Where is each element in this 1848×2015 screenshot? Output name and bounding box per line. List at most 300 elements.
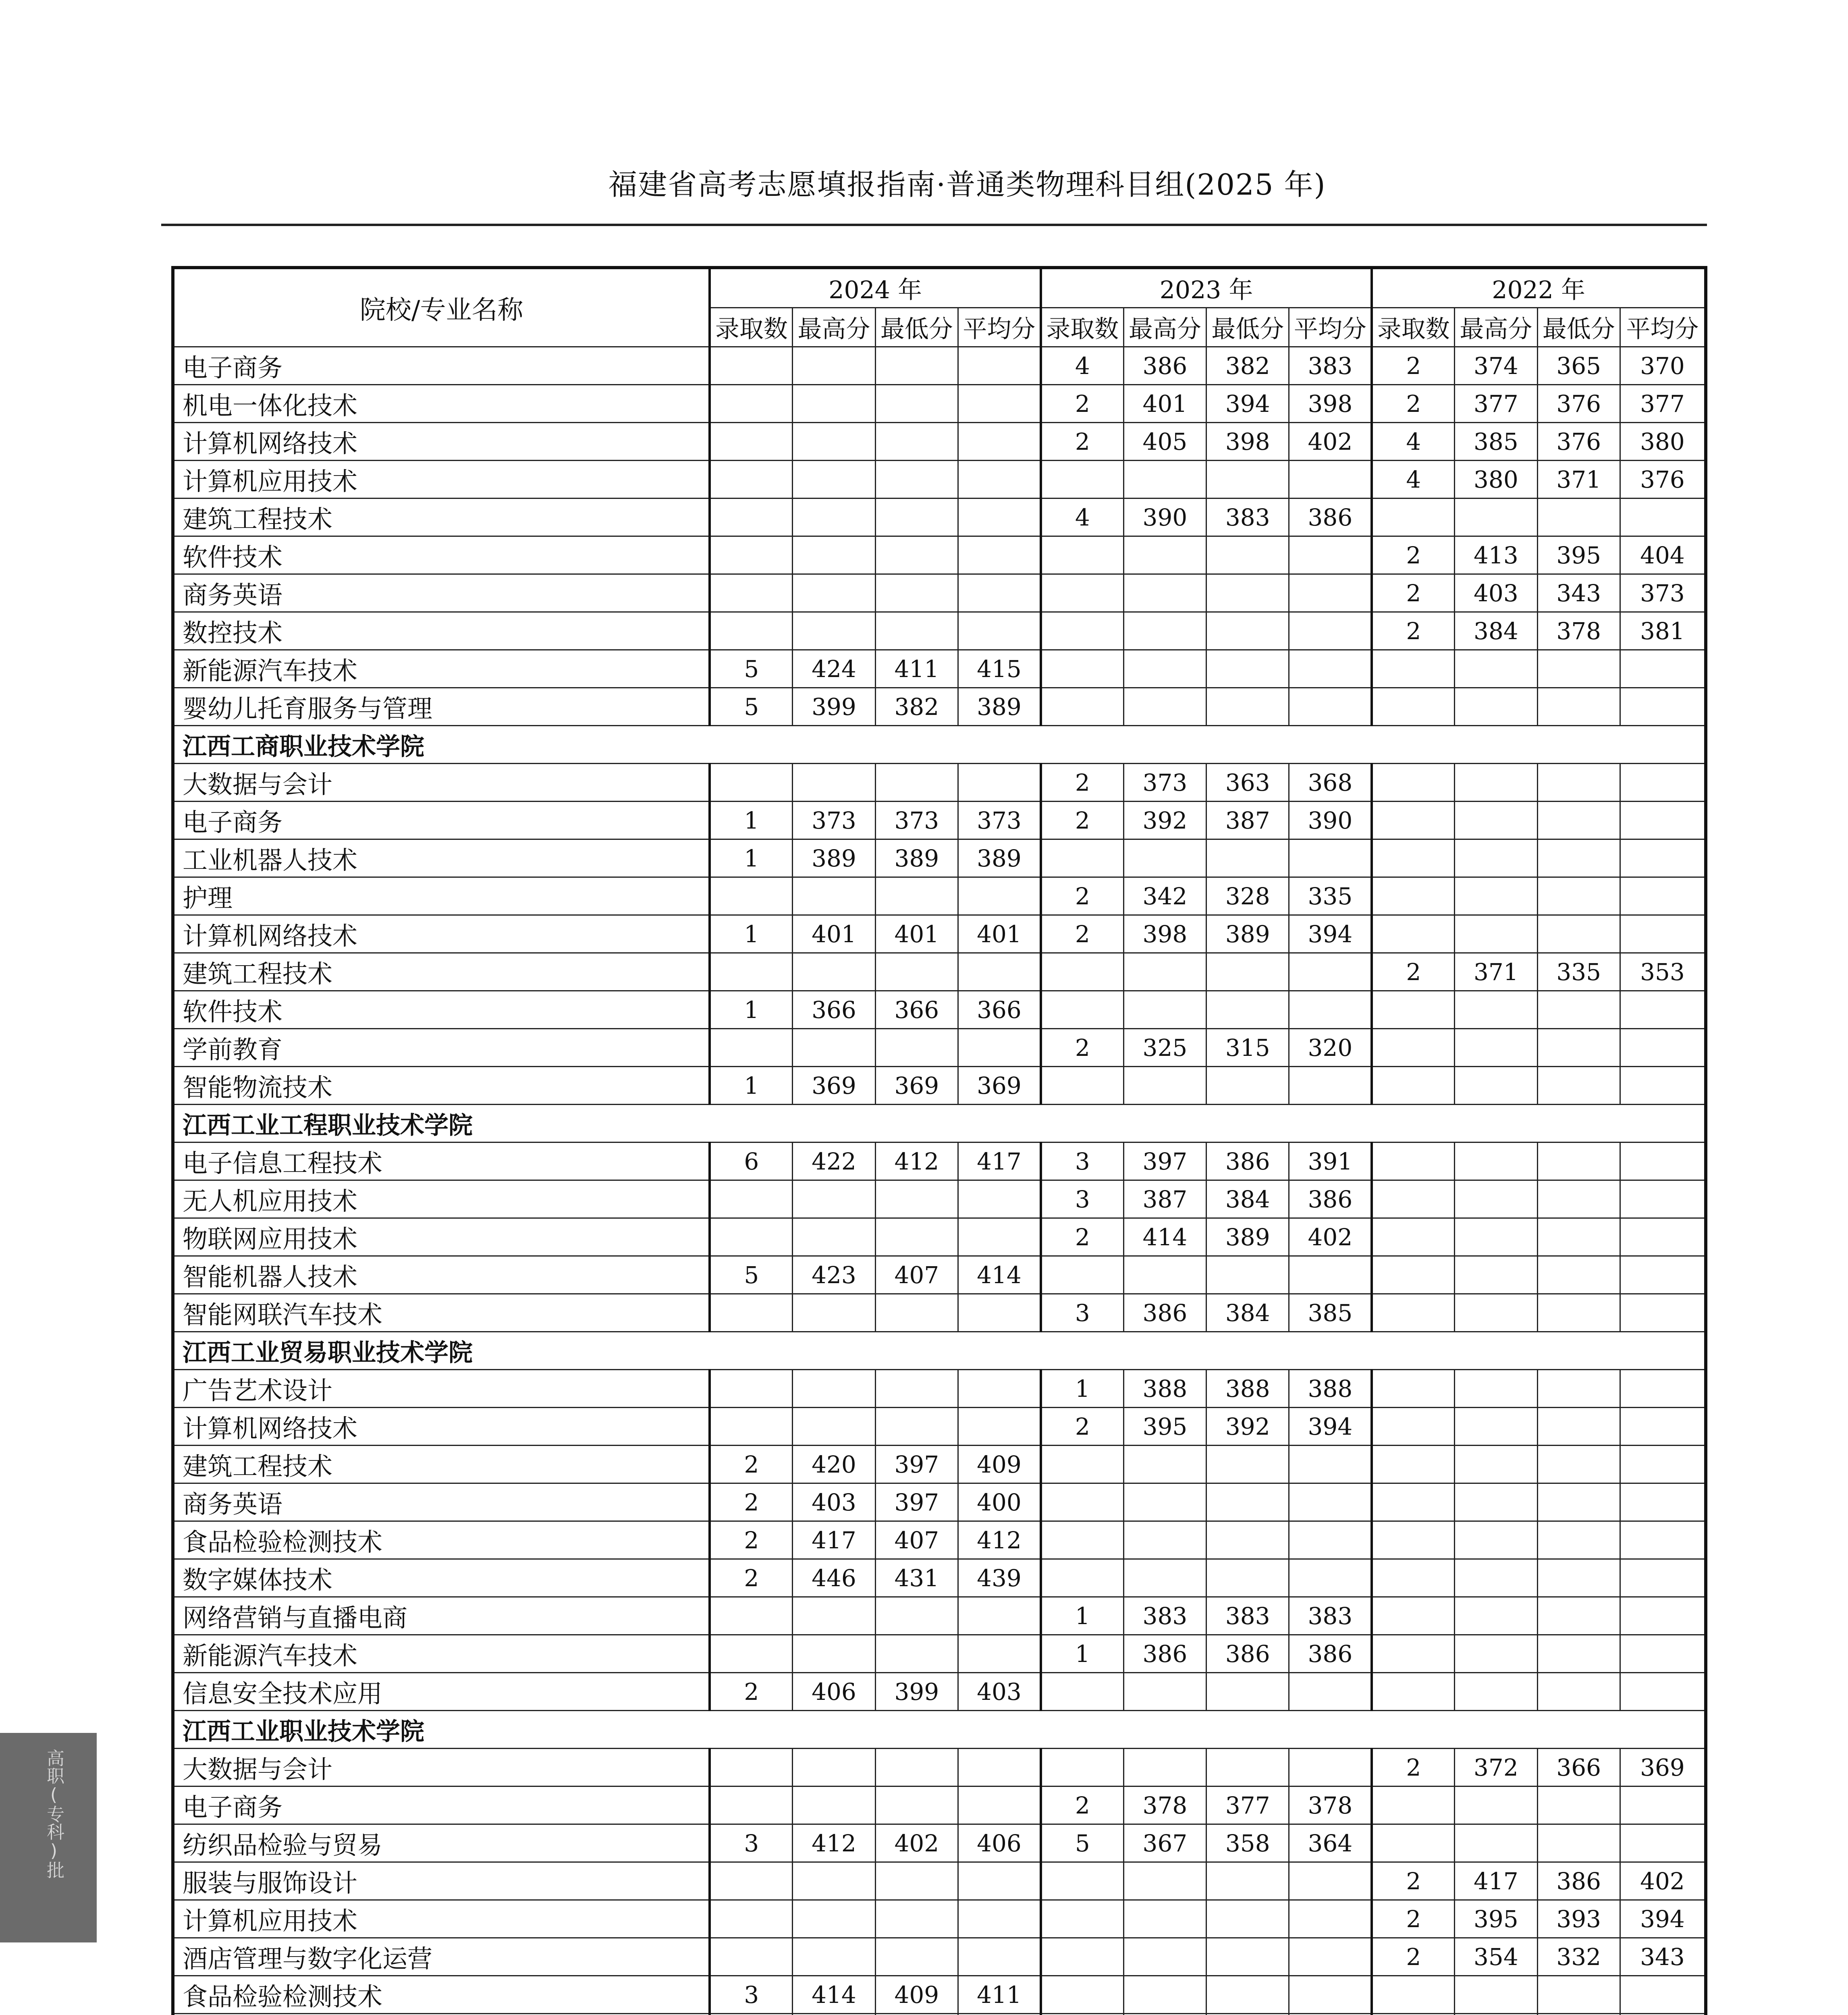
- table-row: [173, 574, 1706, 612]
- score-cell: 6: [710, 1143, 792, 1180]
- score-cell: [1206, 953, 1289, 991]
- table-row: [173, 1749, 1706, 1786]
- score-cell: [1206, 1446, 1289, 1483]
- score-cell: [793, 423, 875, 461]
- score-cell: [1455, 1521, 1537, 1559]
- score-cell: [1206, 1559, 1289, 1597]
- score-cell: [1289, 1446, 1372, 1483]
- major-name: 智能机器人技术: [173, 1256, 710, 1294]
- score-cell: [1455, 1408, 1537, 1446]
- table-row: [173, 650, 1706, 688]
- score-cell: 383: [1206, 1597, 1289, 1635]
- score-cell: [1455, 915, 1537, 953]
- score-cell: [1372, 1029, 1454, 1067]
- score-cell: [793, 1029, 875, 1067]
- score-cell: [710, 1180, 792, 1218]
- score-cell: [1620, 1597, 1706, 1635]
- table-row: [173, 1521, 1706, 1559]
- score-cell: 373: [1123, 764, 1206, 802]
- score-cell: [1455, 1218, 1537, 1256]
- score-cell: [1372, 499, 1454, 536]
- score-cell: 2: [1372, 953, 1454, 991]
- score-cell: 414: [793, 1976, 875, 2014]
- score-cell: 2: [1041, 1408, 1123, 1446]
- score-cell: [1123, 536, 1206, 574]
- score-cell: [875, 1180, 958, 1218]
- score-cell: [793, 1862, 875, 1900]
- score-cell: [1372, 1559, 1454, 1597]
- score-cell: [1372, 1521, 1454, 1559]
- score-cell: 386: [1289, 1635, 1372, 1673]
- score-cell: [875, 1635, 958, 1673]
- table-row: [173, 1294, 1706, 1332]
- score-cell: [793, 1294, 875, 1332]
- score-cell: [875, 1370, 958, 1408]
- score-cell: [1206, 650, 1289, 688]
- score-cell: 2: [1041, 385, 1123, 423]
- score-cell: [1123, 1673, 1206, 1711]
- score-cell: [1537, 1824, 1620, 1862]
- score-cell: 1: [710, 802, 792, 839]
- score-cell: 386: [1206, 1143, 1289, 1180]
- score-cell: [1041, 991, 1123, 1029]
- score-cell: [1206, 461, 1289, 499]
- side-section-tab: [0, 1733, 97, 1942]
- score-cell: 3: [1041, 1143, 1123, 1180]
- score-cell: 377: [1455, 385, 1537, 423]
- score-cell: [875, 1900, 958, 1938]
- major-name: 计算机应用技术: [173, 461, 710, 499]
- score-cell: 395: [1537, 536, 1620, 574]
- score-cell: 392: [1123, 802, 1206, 839]
- score-cell: [1372, 1483, 1454, 1521]
- score-cell: 3: [710, 1824, 792, 1862]
- score-cell: [1372, 839, 1454, 877]
- score-cell: [958, 423, 1040, 461]
- table-row: [173, 1408, 1706, 1446]
- score-cell: [1123, 1067, 1206, 1105]
- score-cell: [710, 1938, 792, 1976]
- score-cell: 402: [1620, 1862, 1706, 1900]
- score-cell: [710, 877, 792, 915]
- score-cell: [958, 499, 1040, 536]
- major-name: 网络营销与直播电商: [173, 1597, 710, 1635]
- score-cell: [1289, 1749, 1372, 1786]
- score-cell: [1372, 1218, 1454, 1256]
- score-cell: [1537, 839, 1620, 877]
- score-cell: [1041, 1446, 1123, 1483]
- score-cell: 424: [793, 650, 875, 688]
- score-cell: [1455, 1256, 1537, 1294]
- score-cell: [958, 764, 1040, 802]
- score-cell: [1455, 1446, 1537, 1483]
- table-row: [173, 1180, 1706, 1218]
- major-name: 计算机网络技术: [173, 915, 710, 953]
- score-cell: 390: [1289, 802, 1372, 839]
- score-cell: 3: [1041, 1294, 1123, 1332]
- score-cell: 376: [1537, 423, 1620, 461]
- score-cell: [710, 499, 792, 536]
- score-cell: [1620, 1446, 1706, 1483]
- score-cell: 389: [1206, 1218, 1289, 1256]
- score-cell: 389: [958, 688, 1040, 726]
- score-cell: 2: [1372, 1749, 1454, 1786]
- score-cell: [1372, 650, 1454, 688]
- score-cell: [1041, 1256, 1123, 1294]
- score-cell: [875, 612, 958, 650]
- score-cell: 2: [1372, 1938, 1454, 1976]
- score-cell: [1537, 1635, 1620, 1673]
- score-cell: [875, 953, 958, 991]
- score-cell: [1537, 764, 1620, 802]
- score-cell: [875, 423, 958, 461]
- score-cell: 2: [1372, 1900, 1454, 1938]
- score-cell: [875, 347, 958, 385]
- score-cell: [1206, 574, 1289, 612]
- score-cell: [1620, 1976, 1706, 2014]
- score-cell: 395: [1123, 1408, 1206, 1446]
- score-cell: [1123, 461, 1206, 499]
- major-name: 婴幼儿托育服务与管理: [173, 688, 710, 726]
- score-cell: [710, 1218, 792, 1256]
- name-column-header: 院校/专业名称: [173, 268, 710, 347]
- score-cell: [1123, 1483, 1206, 1521]
- score-cell: [1455, 1294, 1537, 1332]
- score-cell: [1289, 688, 1372, 726]
- school-name: 江西工业职业技术学院: [173, 1711, 1706, 1749]
- score-cell: [1123, 1976, 1206, 2014]
- score-cell: [1455, 1976, 1537, 2014]
- major-name: 智能网联汽车技术: [173, 1294, 710, 1332]
- score-cell: 368: [1289, 764, 1372, 802]
- score-cell: [875, 499, 958, 536]
- score-cell: 397: [1123, 1143, 1206, 1180]
- score-cell: 3: [1041, 1180, 1123, 1218]
- score-cell: 371: [1455, 953, 1537, 991]
- score-cell: 366: [958, 991, 1040, 1029]
- score-cell: [1455, 1180, 1537, 1218]
- table-row: [173, 385, 1706, 423]
- score-cell: [875, 1408, 958, 1446]
- score-cell: [1620, 1559, 1706, 1597]
- score-cell: [1041, 2014, 1123, 2015]
- score-cell: [793, 1370, 875, 1408]
- score-cell: 384: [1206, 1294, 1289, 1332]
- score-cell: [793, 612, 875, 650]
- side-section-tab-label: 高职(专科)批: [44, 1749, 64, 1879]
- major-name: 计算机应用技术: [173, 1900, 710, 1938]
- table-row: [173, 612, 1706, 650]
- score-cell: [875, 1218, 958, 1256]
- score-cell: [1041, 1976, 1123, 2014]
- score-cell: 405: [1123, 423, 1206, 461]
- score-cell: 315: [1206, 1029, 1289, 1067]
- score-cell: 1: [710, 991, 792, 1029]
- score-cell: [710, 1862, 792, 1900]
- score-cell: [1206, 1067, 1289, 1105]
- score-cell: 400: [958, 1483, 1040, 1521]
- score-cell: 423: [793, 1256, 875, 1294]
- score-cell: 417: [1455, 1862, 1537, 1900]
- score-cell: 383: [1206, 499, 1289, 536]
- score-cell: 383: [1289, 1597, 1372, 1635]
- score-cell: 388: [1206, 1370, 1289, 1408]
- score-cell: [1041, 574, 1123, 612]
- score-cell: 389: [793, 839, 875, 877]
- score-cell: [1289, 1900, 1372, 1938]
- score-cell: [1041, 1067, 1123, 1105]
- score-cell: [1372, 1824, 1454, 1862]
- score-cell: [1455, 1824, 1537, 1862]
- score-cell: 417: [958, 1143, 1040, 1180]
- score-cell: 373: [875, 802, 958, 839]
- score-cell: [1206, 991, 1289, 1029]
- running-header-title: 福建省高考志愿填报指南·普通类物理科目组(2025 年): [608, 168, 1326, 202]
- subheader-cell: 最低分: [1206, 308, 1289, 347]
- score-cell: 415: [958, 650, 1040, 688]
- subheader-cell: 录取数: [1372, 308, 1454, 347]
- score-cell: 1: [1041, 1370, 1123, 1408]
- score-cell: 403: [958, 1673, 1040, 1711]
- score-cell: [710, 385, 792, 423]
- score-cell: [1372, 688, 1454, 726]
- score-cell: [1289, 991, 1372, 1029]
- major-name: 信息安全技术应用: [173, 1673, 710, 1711]
- score-cell: 5: [710, 688, 792, 726]
- score-cell: [958, 1029, 1040, 1067]
- score-cell: [1206, 1749, 1289, 1786]
- major-name: 电子商务: [173, 802, 710, 839]
- score-cell: 2: [1372, 347, 1454, 385]
- score-cell: [1123, 1256, 1206, 1294]
- score-cell: 2: [1041, 1786, 1123, 1824]
- major-name: 广告艺术设计: [173, 1370, 710, 1408]
- score-cell: [1123, 612, 1206, 650]
- score-cell: 5: [710, 1256, 792, 1294]
- score-cell: 2: [710, 1559, 792, 1597]
- score-cell: 1: [1041, 1635, 1123, 1673]
- score-cell: [1289, 2014, 1372, 2015]
- score-cell: [958, 385, 1040, 423]
- major-name: 无人机应用技术: [173, 1180, 710, 1218]
- score-cell: [793, 1635, 875, 1673]
- score-cell: [958, 2014, 1040, 2015]
- score-cell: [793, 1408, 875, 1446]
- score-cell: [1537, 650, 1620, 688]
- score-cell: [1289, 650, 1372, 688]
- major-name: 大数据与会计: [173, 1749, 710, 1786]
- score-cell: [1372, 1786, 1454, 1824]
- table-row: [173, 1862, 1706, 1900]
- score-cell: [1372, 1597, 1454, 1635]
- score-cell: [1289, 612, 1372, 650]
- score-cell: [1041, 1521, 1123, 1559]
- table-row: [173, 1143, 1706, 1180]
- score-cell: [1537, 915, 1620, 953]
- score-cell: 392: [1206, 1408, 1289, 1446]
- score-cell: [1455, 802, 1537, 839]
- score-cell: [710, 1749, 792, 1786]
- score-cell: [710, 1597, 792, 1635]
- score-cell: [958, 1938, 1040, 1976]
- table-row: [173, 991, 1706, 1029]
- score-cell: [958, 877, 1040, 915]
- score-cell: [793, 1597, 875, 1635]
- table-row: [173, 347, 1706, 385]
- score-cell: [793, 2014, 875, 2015]
- score-cell: [710, 574, 792, 612]
- score-cell: [1123, 650, 1206, 688]
- major-name: 食品检验检测技术: [173, 1976, 710, 2014]
- score-cell: [1455, 1143, 1537, 1180]
- score-cell: 439: [958, 1559, 1040, 1597]
- score-cell: [1620, 1786, 1706, 1824]
- admission-scores-table: [171, 266, 1707, 2015]
- score-cell: [793, 764, 875, 802]
- score-cell: [793, 877, 875, 915]
- score-cell: 367: [1123, 1824, 1206, 1862]
- score-cell: [1289, 1938, 1372, 1976]
- score-cell: [1620, 1067, 1706, 1105]
- score-cell: [1537, 1256, 1620, 1294]
- header-rule: [161, 224, 1707, 226]
- score-cell: [1537, 1143, 1620, 1180]
- major-name: 新能源汽车技术: [173, 650, 710, 688]
- score-cell: [1620, 764, 1706, 802]
- year-header-2022: 2022 年: [1372, 268, 1706, 308]
- score-cell: 2: [1041, 423, 1123, 461]
- score-cell: [1206, 839, 1289, 877]
- score-cell: [1041, 650, 1123, 688]
- score-cell: 383: [1123, 1597, 1206, 1635]
- score-cell: 384: [1206, 1180, 1289, 1218]
- table-row: [173, 1446, 1706, 1483]
- score-cell: 402: [1289, 423, 1372, 461]
- score-cell: 2: [1041, 1218, 1123, 1256]
- score-cell: [1123, 839, 1206, 877]
- score-cell: 391: [1289, 1143, 1372, 1180]
- score-cell: [1537, 2014, 1620, 2015]
- score-cell: 394: [1206, 385, 1289, 423]
- score-cell: [1620, 1635, 1706, 1673]
- score-cell: [958, 1635, 1040, 1673]
- score-cell: [1620, 1218, 1706, 1256]
- score-cell: 371: [1537, 461, 1620, 499]
- score-cell: [793, 385, 875, 423]
- school-row: [173, 1711, 1706, 1749]
- score-cell: 401: [793, 915, 875, 953]
- score-cell: [875, 1294, 958, 1332]
- score-cell: [1620, 2014, 1706, 2015]
- score-cell: 386: [1537, 1862, 1620, 1900]
- score-cell: 4: [1372, 423, 1454, 461]
- score-cell: [1372, 1143, 1454, 1180]
- score-cell: [1620, 991, 1706, 1029]
- score-cell: 387: [1123, 1180, 1206, 1218]
- table-row: [173, 877, 1706, 915]
- score-cell: 369: [1620, 1749, 1706, 1786]
- score-cell: [958, 574, 1040, 612]
- score-cell: [958, 1786, 1040, 1824]
- table-row: [173, 915, 1706, 953]
- score-cell: [958, 1749, 1040, 1786]
- score-cell: 2: [710, 1483, 792, 1521]
- score-cell: 422: [793, 1143, 875, 1180]
- score-cell: [1041, 688, 1123, 726]
- school-row: [173, 726, 1706, 764]
- score-cell: [1123, 1446, 1206, 1483]
- major-name: 电子商务: [173, 347, 710, 385]
- score-cell: 369: [875, 1067, 958, 1105]
- subheader-cell: 最低分: [875, 308, 958, 347]
- school-name: 江西工商职业技术学院: [173, 726, 1706, 764]
- major-name: 食品检验检测技术: [173, 1521, 710, 1559]
- score-cell: 373: [793, 802, 875, 839]
- table-row: [173, 499, 1706, 536]
- score-cell: 398: [1123, 915, 1206, 953]
- score-cell: [1372, 1180, 1454, 1218]
- score-cell: 414: [958, 1256, 1040, 1294]
- table-row: [173, 536, 1706, 574]
- score-cell: [875, 461, 958, 499]
- score-cell: [1455, 1786, 1537, 1824]
- score-cell: 382: [1206, 347, 1289, 385]
- score-cell: [1372, 1446, 1454, 1483]
- score-cell: [1289, 953, 1372, 991]
- score-cell: 393: [1537, 1900, 1620, 1938]
- score-cell: [958, 1180, 1040, 1218]
- score-cell: 390: [1123, 499, 1206, 536]
- score-cell: [1620, 877, 1706, 915]
- score-cell: 373: [1620, 574, 1706, 612]
- score-cell: 387: [1206, 802, 1289, 839]
- score-cell: [1206, 536, 1289, 574]
- score-cell: 4: [1041, 499, 1123, 536]
- score-cell: [710, 1635, 792, 1673]
- score-cell: [1537, 991, 1620, 1029]
- school-name: 江西工业贸易职业技术学院: [173, 1332, 1706, 1370]
- table-row: [173, 1976, 1706, 2014]
- table-body: [173, 347, 1706, 2015]
- score-cell: [1123, 953, 1206, 991]
- score-cell: 407: [875, 1256, 958, 1294]
- score-cell: 2: [1041, 802, 1123, 839]
- score-cell: 386: [1123, 347, 1206, 385]
- score-cell: [1041, 1559, 1123, 1597]
- score-cell: [1537, 877, 1620, 915]
- score-cell: 388: [1123, 1370, 1206, 1408]
- score-cell: [1455, 1597, 1537, 1635]
- score-cell: 4: [1372, 461, 1454, 499]
- score-cell: [1455, 2014, 1537, 2015]
- score-cell: [1537, 1218, 1620, 1256]
- score-cell: [875, 1749, 958, 1786]
- score-cell: 378: [1123, 1786, 1206, 1824]
- score-cell: 2: [710, 1446, 792, 1483]
- score-cell: [1537, 1521, 1620, 1559]
- score-cell: 397: [875, 1446, 958, 1483]
- score-cell: 389: [958, 839, 1040, 877]
- score-cell: [1620, 650, 1706, 688]
- table-row: [173, 1256, 1706, 1294]
- major-name: 计算机网络技术: [173, 423, 710, 461]
- score-cell: [1620, 499, 1706, 536]
- score-cell: [1123, 688, 1206, 726]
- score-cell: [1289, 1559, 1372, 1597]
- score-cell: 413: [1455, 536, 1537, 574]
- subheader-cell: 最高分: [793, 308, 875, 347]
- table-row: [173, 802, 1706, 839]
